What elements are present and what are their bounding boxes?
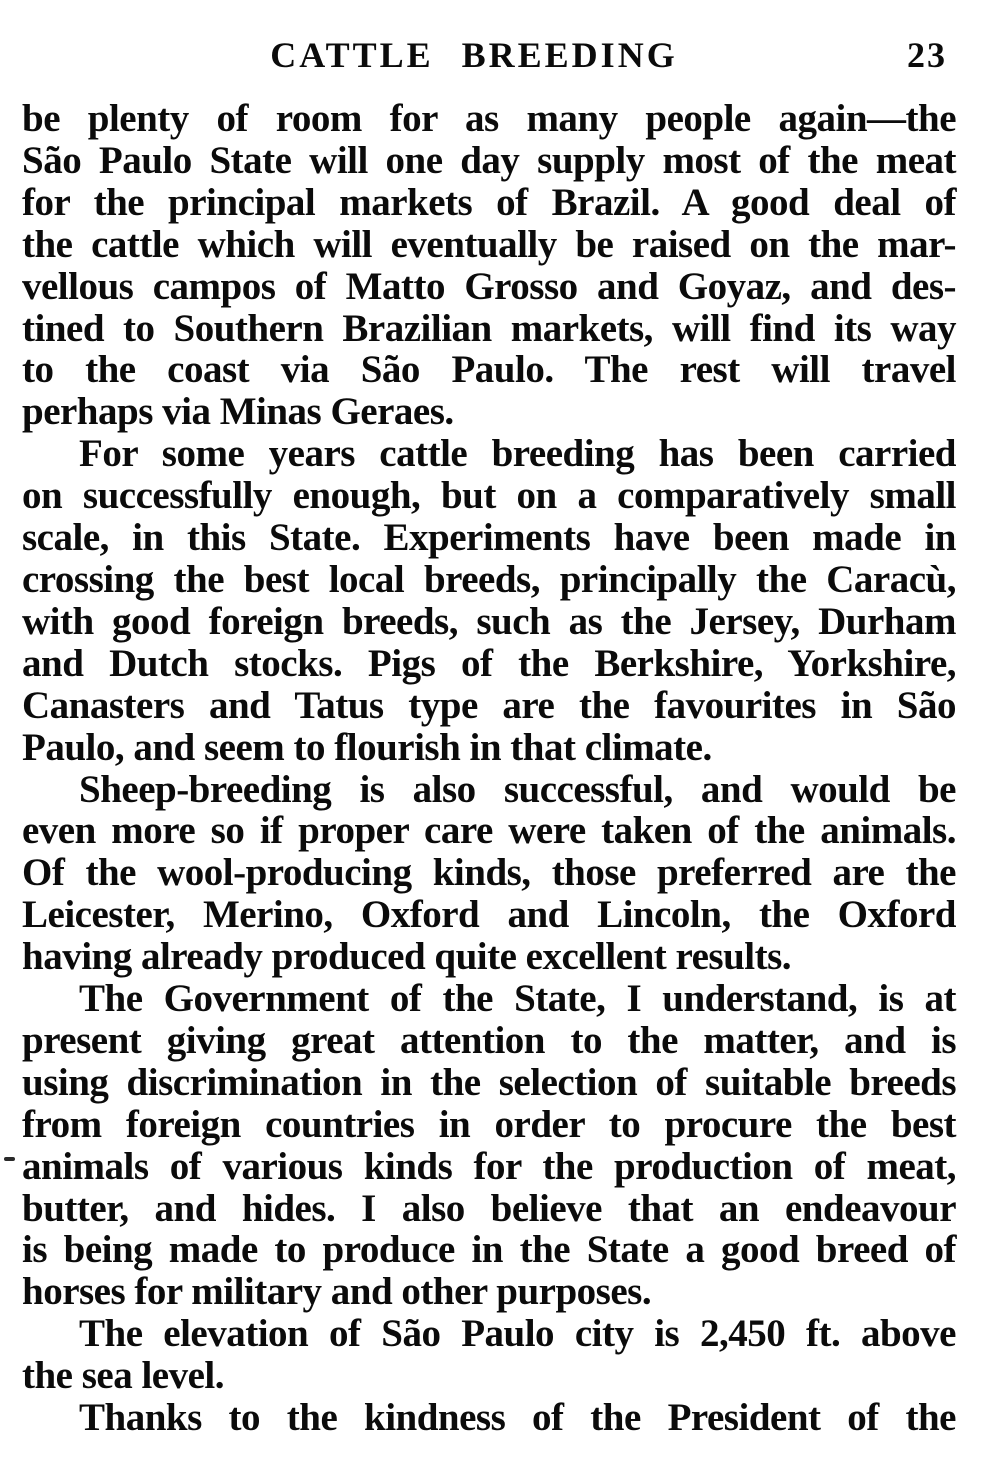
text-line: The Government of the State, I understand, is at (79, 977, 956, 1021)
text-line: for the principal markets of Brazil. A good deal of (22, 180, 956, 224)
text-line: on successfully enough, but on a comparatively small (22, 474, 956, 518)
text-line: perhaps via Minas Geraes. (22, 390, 454, 434)
text-line: animals of various kinds for the production of meat, (22, 1144, 956, 1188)
text-line: crossing the best local breeds, principally the Caracù, (22, 557, 956, 601)
text-line: scale, in this State. Experiments have been made in (22, 516, 956, 560)
text-line: using discrimination in the selection of suitable breeds (22, 1060, 956, 1104)
text-line: is being made to produce in the State a good breed of (22, 1228, 956, 1272)
text-line: horses for military and other purposes. (22, 1270, 652, 1314)
text-line: present giving great attention to the matter, and is (22, 1018, 956, 1062)
text-line: having already produced quite excellent results. (22, 935, 792, 979)
page-header (0, 37, 1000, 83)
text-line: Leicester, Merino, Oxford and Lincoln, the Oxford (22, 893, 956, 937)
text-line: the sea level. (22, 1354, 225, 1398)
page-number: 23 (907, 35, 947, 75)
text-line: butter, and hides. I also believe that an endeavour (22, 1186, 956, 1230)
text-line: to the coast via São Paulo. The rest will travel (22, 348, 956, 392)
text-line: Canasters and Tatus type are the favourites in São (22, 683, 956, 727)
text-line: Thanks to the kindness of the President of the (79, 1396, 956, 1440)
text-line: be plenty of room for as many people again—the (22, 97, 956, 140)
page-body (22, 98, 956, 1439)
text-line: Of the wool-producing kinds, those preferred are the (22, 851, 956, 895)
text-line: from foreign countries in order to procure the best (22, 1102, 956, 1146)
chapter-title: CATTLE BREEDING (270, 35, 678, 75)
text-line: vellous campos of Matto Grosso and Goyaz, and des- (22, 264, 956, 308)
text-line: Sheep-breeding is also successful, and would be (79, 767, 956, 811)
text-line: tined to Southern Brazilian markets, will find its way (22, 306, 956, 350)
text-line: São Paulo State will one day supply most of the meat (22, 138, 956, 182)
text-line: with good foreign breeds, such as the Jersey, Durham (22, 599, 956, 643)
text-line: the cattle which will eventually be raised on the mar- (22, 222, 956, 266)
scan-artifact-dash (4, 1157, 15, 1161)
text-line: Paulo, and seem to flourish in that climate. (22, 725, 712, 769)
text-line: even more so if proper care were taken of the animals. (22, 809, 956, 853)
text-line: For some years cattle breeding has been carried (79, 432, 956, 476)
text-line: The elevation of São Paulo city is 2,450 ft. above (79, 1312, 956, 1356)
text-line: and Dutch stocks. Pigs of the Berkshire, Yorkshire, (22, 641, 956, 685)
